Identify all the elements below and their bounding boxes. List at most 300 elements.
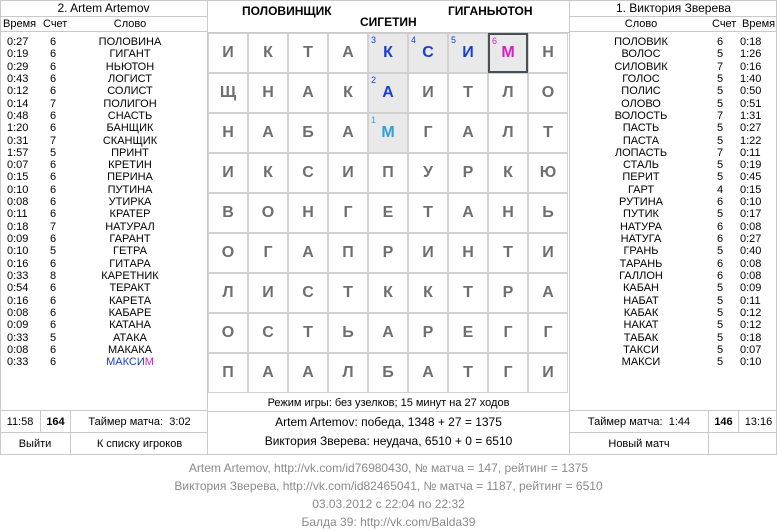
- word-word: ВОЛОС: [621, 48, 661, 61]
- board-letter: Г: [263, 244, 273, 261]
- board-cell[interactable]: [408, 233, 448, 273]
- board-cell[interactable]: [528, 153, 568, 193]
- word-score: 5: [717, 122, 724, 135]
- game-center: [208, 0, 569, 455]
- word-row: [570, 85, 777, 97]
- board-letter: Р: [462, 164, 474, 181]
- board-cell[interactable]: [248, 73, 288, 113]
- right-timer-value: 1:44: [668, 416, 691, 428]
- board-letter: К: [383, 284, 393, 301]
- word-row: [570, 184, 777, 196]
- left-list-header: [0, 17, 207, 32]
- path-order-number: 6: [492, 36, 498, 46]
- board-cell[interactable]: [208, 273, 248, 313]
- word-time: 0:48: [7, 109, 29, 122]
- word-time: 0:09: [740, 282, 762, 295]
- word-row: [0, 61, 207, 73]
- board-cell[interactable]: [328, 353, 368, 393]
- board-letter: Т: [303, 324, 313, 341]
- board-cell[interactable]: [248, 273, 288, 313]
- word-word: ЛОГИСТ: [108, 72, 152, 85]
- board-cell[interactable]: [288, 33, 328, 73]
- board-cell[interactable]: [488, 33, 528, 73]
- word-score: 5: [717, 319, 724, 332]
- time-header: Время: [742, 18, 776, 30]
- word-time: 0:18: [740, 36, 762, 48]
- board-cell[interactable]: [448, 233, 488, 273]
- word-row: [570, 159, 777, 171]
- word-row: [570, 36, 777, 48]
- board-cell[interactable]: [288, 113, 328, 153]
- board-cell[interactable]: [528, 273, 568, 313]
- board-letter: Ю: [539, 164, 557, 181]
- board-letter: К: [263, 44, 273, 61]
- exit-button[interactable]: Выйти: [18, 438, 52, 450]
- word-time: 0:43: [7, 72, 29, 85]
- board-cell[interactable]: [248, 233, 288, 273]
- current-word-new-letter: М: [144, 356, 154, 369]
- board-letter: А: [542, 284, 554, 301]
- word-score: 5: [717, 48, 724, 61]
- word-score: 5: [717, 134, 724, 147]
- word-score: 5: [717, 97, 724, 110]
- word-score: 5: [717, 245, 724, 258]
- board-cell[interactable]: [488, 113, 528, 153]
- word-time: 0:16: [740, 60, 762, 73]
- empty-cell: [708, 433, 777, 455]
- word-word: АТАКА: [113, 331, 147, 344]
- word-word: ПОЛИС: [621, 85, 661, 98]
- word-row: [0, 270, 207, 282]
- board-letter: К: [423, 284, 433, 301]
- word-time: 0:19: [740, 159, 762, 172]
- board-letter: Р: [422, 324, 434, 341]
- board-cell[interactable]: [488, 73, 528, 113]
- word-row: [570, 147, 777, 159]
- word-row: [0, 196, 207, 208]
- word-row: [0, 147, 207, 159]
- word-word: ГАРАНТ: [109, 233, 151, 245]
- word-score: 6: [717, 196, 724, 209]
- board-letter: Б: [302, 124, 314, 141]
- board-cell[interactable]: [328, 193, 368, 233]
- board-cell[interactable]: [488, 233, 528, 273]
- word-word: НАТУРАЛ: [105, 220, 155, 233]
- word-time: 0:10: [740, 196, 762, 209]
- word-word: КАБАРЕ: [108, 306, 152, 319]
- board-cell[interactable]: [248, 193, 288, 233]
- word-word: СИЛОВИК: [614, 60, 668, 73]
- word-score: 6: [50, 196, 57, 209]
- board-cell[interactable]: [288, 153, 328, 193]
- board-cell[interactable]: [368, 33, 408, 73]
- word-row: [570, 221, 777, 233]
- word-time: 0:16: [7, 257, 29, 270]
- word-time: 0:50: [740, 85, 762, 98]
- word-word: ПУТИНА: [107, 183, 153, 196]
- word-row: [0, 282, 207, 294]
- board-cell[interactable]: [528, 313, 568, 353]
- right-actions-bar: [570, 432, 777, 454]
- board-cell[interactable]: [368, 153, 408, 193]
- word-score: 6: [50, 48, 57, 61]
- word-word: КАБАК: [623, 306, 659, 319]
- board-cell[interactable]: [448, 33, 488, 73]
- board-letter: П: [222, 364, 234, 381]
- board-letter: М: [501, 44, 515, 61]
- board-cell[interactable]: [368, 273, 408, 313]
- player-list-button[interactable]: К списку игроков: [70, 433, 208, 455]
- word-word: СОЛИСТ: [107, 85, 153, 98]
- word-row: [570, 98, 777, 110]
- board-letter: Е: [382, 204, 394, 221]
- board-cell[interactable]: [288, 273, 328, 313]
- board-cell[interactable]: [408, 33, 448, 73]
- word-score: 5: [717, 331, 724, 344]
- word-word: ОЛОВО: [621, 97, 661, 110]
- word-row: [0, 122, 207, 134]
- current-word-start: М: [106, 356, 116, 369]
- game-mode-text: Режим игры: без узелков; 15 минут на 27 ходов: [208, 394, 569, 412]
- word-score: 6: [50, 159, 57, 172]
- board-cell[interactable]: [408, 73, 448, 113]
- board-cell[interactable]: [488, 153, 528, 193]
- word-score: 4: [717, 183, 724, 196]
- board-cell[interactable]: [368, 193, 408, 233]
- board-cell[interactable]: [328, 313, 368, 353]
- word-score: 5: [717, 294, 724, 307]
- board-cell[interactable]: [448, 353, 488, 393]
- word-score: 6: [50, 306, 57, 319]
- word-score: 5: [717, 356, 724, 369]
- word-row: [0, 332, 207, 344]
- word-word: ТАРАНЬ: [619, 257, 663, 270]
- word-score: 6: [50, 60, 57, 73]
- board-cell[interactable]: [488, 313, 528, 353]
- board-letter: А: [262, 364, 274, 381]
- board-cell[interactable]: [448, 113, 488, 153]
- word-score: 6: [50, 282, 57, 295]
- board-letter: О: [221, 244, 235, 261]
- board-letter: Щ: [219, 84, 237, 101]
- header-word-3: СИГЕТИН: [360, 15, 417, 29]
- board-cell[interactable]: [528, 113, 568, 153]
- board-letter: Г: [343, 204, 353, 221]
- left-totals-bar: [0, 410, 208, 432]
- word-score: 5: [717, 282, 724, 295]
- word-score: 6: [50, 319, 57, 332]
- board-cell[interactable]: [208, 313, 248, 353]
- word-word: КАРЕТА: [108, 294, 152, 307]
- word-word: ПРИНТ: [111, 146, 149, 159]
- board-letter: О: [261, 204, 275, 221]
- word-row: [570, 307, 777, 319]
- word-word: ТАБАК: [623, 331, 659, 344]
- current-word-row: [0, 356, 207, 368]
- board-cell[interactable]: [408, 113, 448, 153]
- board-letter: Т: [343, 284, 353, 301]
- board-letter: Г: [543, 324, 553, 341]
- word-word: ПЕРИТ: [622, 171, 660, 184]
- board-letter: А: [382, 84, 394, 101]
- word-score: 5: [717, 171, 724, 184]
- word-row: [570, 61, 777, 73]
- word-word: КАРЕТНИК: [101, 269, 159, 282]
- word-word: МАКСИ: [621, 356, 661, 369]
- time-header: Время: [3, 18, 37, 30]
- word-score: 6: [50, 36, 57, 48]
- board-cell[interactable]: [528, 353, 568, 393]
- board-letter: А: [422, 364, 434, 381]
- word-row: [570, 110, 777, 122]
- board-cell[interactable]: [488, 353, 528, 393]
- word-score: 6: [50, 171, 57, 184]
- word-row: [570, 48, 777, 60]
- word-time: 0:33: [7, 331, 29, 344]
- board-letter: К: [383, 44, 393, 61]
- board-cell[interactable]: [448, 73, 488, 113]
- word-word: СНАСТЬ: [107, 109, 153, 122]
- word-score: 6: [717, 269, 724, 282]
- word-word: ГРАНЬ: [623, 245, 659, 258]
- board-letter: Т: [543, 124, 553, 141]
- score-header: Счет: [712, 18, 737, 30]
- word-score: 5: [717, 85, 724, 98]
- board-cell[interactable]: [448, 273, 488, 313]
- right-player-title: 1. Виктория Зверева: [570, 0, 777, 17]
- word-time: 0:08: [7, 343, 29, 356]
- board-cell[interactable]: [368, 313, 408, 353]
- word-time: 1:20: [7, 122, 29, 135]
- left-player-panel: [0, 0, 208, 455]
- board-letter: А: [262, 124, 274, 141]
- word-row: [0, 184, 207, 196]
- board-cell[interactable]: [408, 273, 448, 313]
- word-score: 6: [50, 343, 57, 356]
- board-letter: П: [342, 244, 354, 261]
- board-cell[interactable]: [488, 273, 528, 313]
- word-row: [0, 295, 207, 307]
- word-time: 0:33: [7, 356, 29, 369]
- word-row: [0, 159, 207, 171]
- board-letter: А: [342, 124, 354, 141]
- board-cell[interactable]: [488, 193, 528, 233]
- board-cell[interactable]: [248, 353, 288, 393]
- board-letter: Т: [463, 364, 473, 381]
- board-letter: А: [382, 324, 394, 341]
- word-time: 0:54: [7, 282, 29, 295]
- board-cell[interactable]: [248, 313, 288, 353]
- board-letter: Ь: [542, 204, 554, 221]
- board-cell[interactable]: [328, 73, 368, 113]
- board-cell[interactable]: [408, 353, 448, 393]
- board-cell[interactable]: [288, 193, 328, 233]
- board-cell[interactable]: [328, 113, 368, 153]
- word-row: [570, 258, 777, 270]
- board-cell[interactable]: [368, 113, 408, 153]
- board-letter: А: [302, 84, 314, 101]
- board-cell[interactable]: [528, 73, 568, 113]
- word-row: [0, 135, 207, 147]
- left-player-title: 2. Artem Artemov: [0, 0, 207, 17]
- word-word: УТИРКА: [108, 196, 152, 209]
- word-score: 7: [50, 134, 57, 147]
- word-word: ГЕТРА: [113, 245, 147, 258]
- word-row: [0, 85, 207, 97]
- word-score: 6: [50, 233, 57, 245]
- word-row: [0, 171, 207, 183]
- board-cell[interactable]: [208, 193, 248, 233]
- word-time: 1:57: [7, 146, 29, 159]
- word-time: 0:11: [740, 146, 761, 159]
- board-cell[interactable]: [208, 353, 248, 393]
- word-row: [0, 344, 207, 356]
- left-match-timer: [70, 411, 208, 433]
- word-word: КРЕТИН: [108, 159, 152, 172]
- word-row: [0, 73, 207, 85]
- word-row: [570, 356, 777, 368]
- header-word-1: ПОЛОВИНЩИК: [242, 4, 332, 18]
- word-word: НАТУРА: [619, 220, 663, 233]
- word-header: Слово: [113, 18, 147, 30]
- board-cell[interactable]: [248, 113, 288, 153]
- word-row: [0, 258, 207, 270]
- word-time: 0:27: [740, 122, 762, 135]
- word-score: 6: [50, 122, 57, 135]
- word-word: ТАКСИ: [623, 343, 659, 356]
- board-letter: Н: [262, 84, 274, 101]
- word-score: 7: [50, 220, 57, 233]
- board-cell[interactable]: [528, 193, 568, 233]
- left-timer-value: 3:02: [169, 416, 191, 428]
- left-actions-bar: [0, 432, 208, 454]
- word-time: 0:11: [7, 208, 28, 221]
- footer-line-2: Виктория Зверева, http://vk.com/id82465041, № матча = 1187, рейтинг = 6510: [174, 479, 603, 493]
- board-cell[interactable]: [248, 153, 288, 193]
- right-list-header: [570, 17, 777, 32]
- board-cell[interactable]: [448, 153, 488, 193]
- word-word: ПАСТЬ: [622, 122, 660, 135]
- board-cell[interactable]: [328, 153, 368, 193]
- word-score: 6: [50, 257, 57, 270]
- board-cell[interactable]: [328, 33, 368, 73]
- word-time: 1:40: [740, 72, 762, 85]
- word-word: МАКАКА: [108, 343, 152, 356]
- word-row: [570, 196, 777, 208]
- right-timer-label: Таймер матча:: [587, 416, 663, 428]
- board-cell[interactable]: [288, 233, 328, 273]
- word-word: КАТАНА: [109, 319, 151, 332]
- board-cell[interactable]: [408, 153, 448, 193]
- board-letter: А: [462, 204, 474, 221]
- board-letter: Л: [342, 364, 354, 381]
- word-score: 5: [50, 331, 57, 344]
- path-order-number: 4: [411, 35, 417, 45]
- word-row: [570, 122, 777, 134]
- board-letter: Т: [463, 284, 473, 301]
- board-letter: С: [262, 324, 274, 341]
- new-match-button[interactable]: Новый матч: [608, 438, 670, 450]
- word-row: [570, 295, 777, 307]
- board-letter: Г: [503, 324, 513, 341]
- word-score: 5: [50, 245, 57, 258]
- board-cell[interactable]: [528, 33, 568, 73]
- board-cell[interactable]: [368, 73, 408, 113]
- board-cell[interactable]: [408, 313, 448, 353]
- board-cell[interactable]: [208, 233, 248, 273]
- right-total-time: 13:16: [738, 411, 777, 433]
- right-match-timer: [570, 411, 708, 433]
- word-word: ПОЛИГОН: [103, 97, 157, 110]
- board-cell[interactable]: [368, 233, 408, 273]
- word-word: КРАТЕР: [109, 208, 151, 221]
- word-time: 1:26: [740, 48, 762, 61]
- word-score: 6: [50, 85, 57, 98]
- word-time: 0:15: [7, 171, 29, 184]
- board-letter: С: [422, 44, 434, 61]
- left-total-time: 11:58: [6, 416, 34, 428]
- board-cell[interactable]: [528, 233, 568, 273]
- word-row: [570, 73, 777, 85]
- board-cell[interactable]: [208, 153, 248, 193]
- word-time: 0:08: [740, 257, 762, 270]
- board-cell[interactable]: [208, 33, 248, 73]
- board-letter: Н: [462, 244, 474, 261]
- footer-line-1: Artem Artemov, http://vk.com/id76980430, № матча = 147, рейтинг = 1375: [188, 461, 589, 475]
- board-cell[interactable]: [408, 193, 448, 233]
- header-words: [208, 0, 569, 33]
- word-time: 0:10: [740, 356, 762, 369]
- word-time: 0:17: [740, 208, 762, 221]
- board-cell[interactable]: [208, 113, 248, 153]
- word-score: 6: [50, 208, 57, 221]
- word-score: 5: [50, 146, 57, 159]
- word-row: [0, 110, 207, 122]
- word-row: [570, 171, 777, 183]
- word-score: 5: [717, 306, 724, 319]
- board-cell[interactable]: [448, 313, 488, 353]
- word-score: 6: [717, 36, 724, 48]
- word-word: НАКАТ: [623, 319, 659, 332]
- board-letter: У: [423, 164, 433, 181]
- board-letter: М: [381, 124, 395, 141]
- board-letter: П: [382, 164, 394, 181]
- word-time: 0:31: [7, 134, 29, 147]
- path-order-number: 1: [371, 115, 377, 125]
- board-cell[interactable]: [328, 273, 368, 313]
- board-cell[interactable]: [288, 73, 328, 113]
- board-cell[interactable]: [208, 73, 248, 113]
- board-letter: А: [462, 124, 474, 141]
- word-time: 0:09: [7, 233, 29, 245]
- board-cell[interactable]: [248, 33, 288, 73]
- board-cell[interactable]: [288, 353, 328, 393]
- board-cell[interactable]: [368, 353, 408, 393]
- board-letter: И: [262, 284, 274, 301]
- word-time: 0:40: [740, 245, 762, 258]
- word-score: 6: [50, 294, 57, 307]
- board-letter: И: [542, 364, 554, 381]
- word-row: [0, 48, 207, 60]
- word-score: 6: [50, 356, 57, 369]
- board-cell[interactable]: [288, 313, 328, 353]
- word-score: 6: [50, 109, 57, 122]
- word-word: НАБАТ: [623, 294, 659, 307]
- board-cell[interactable]: [448, 193, 488, 233]
- word-time: 0:18: [7, 220, 29, 233]
- board-cell[interactable]: [328, 233, 368, 273]
- word-word: ГИТАРА: [109, 257, 151, 270]
